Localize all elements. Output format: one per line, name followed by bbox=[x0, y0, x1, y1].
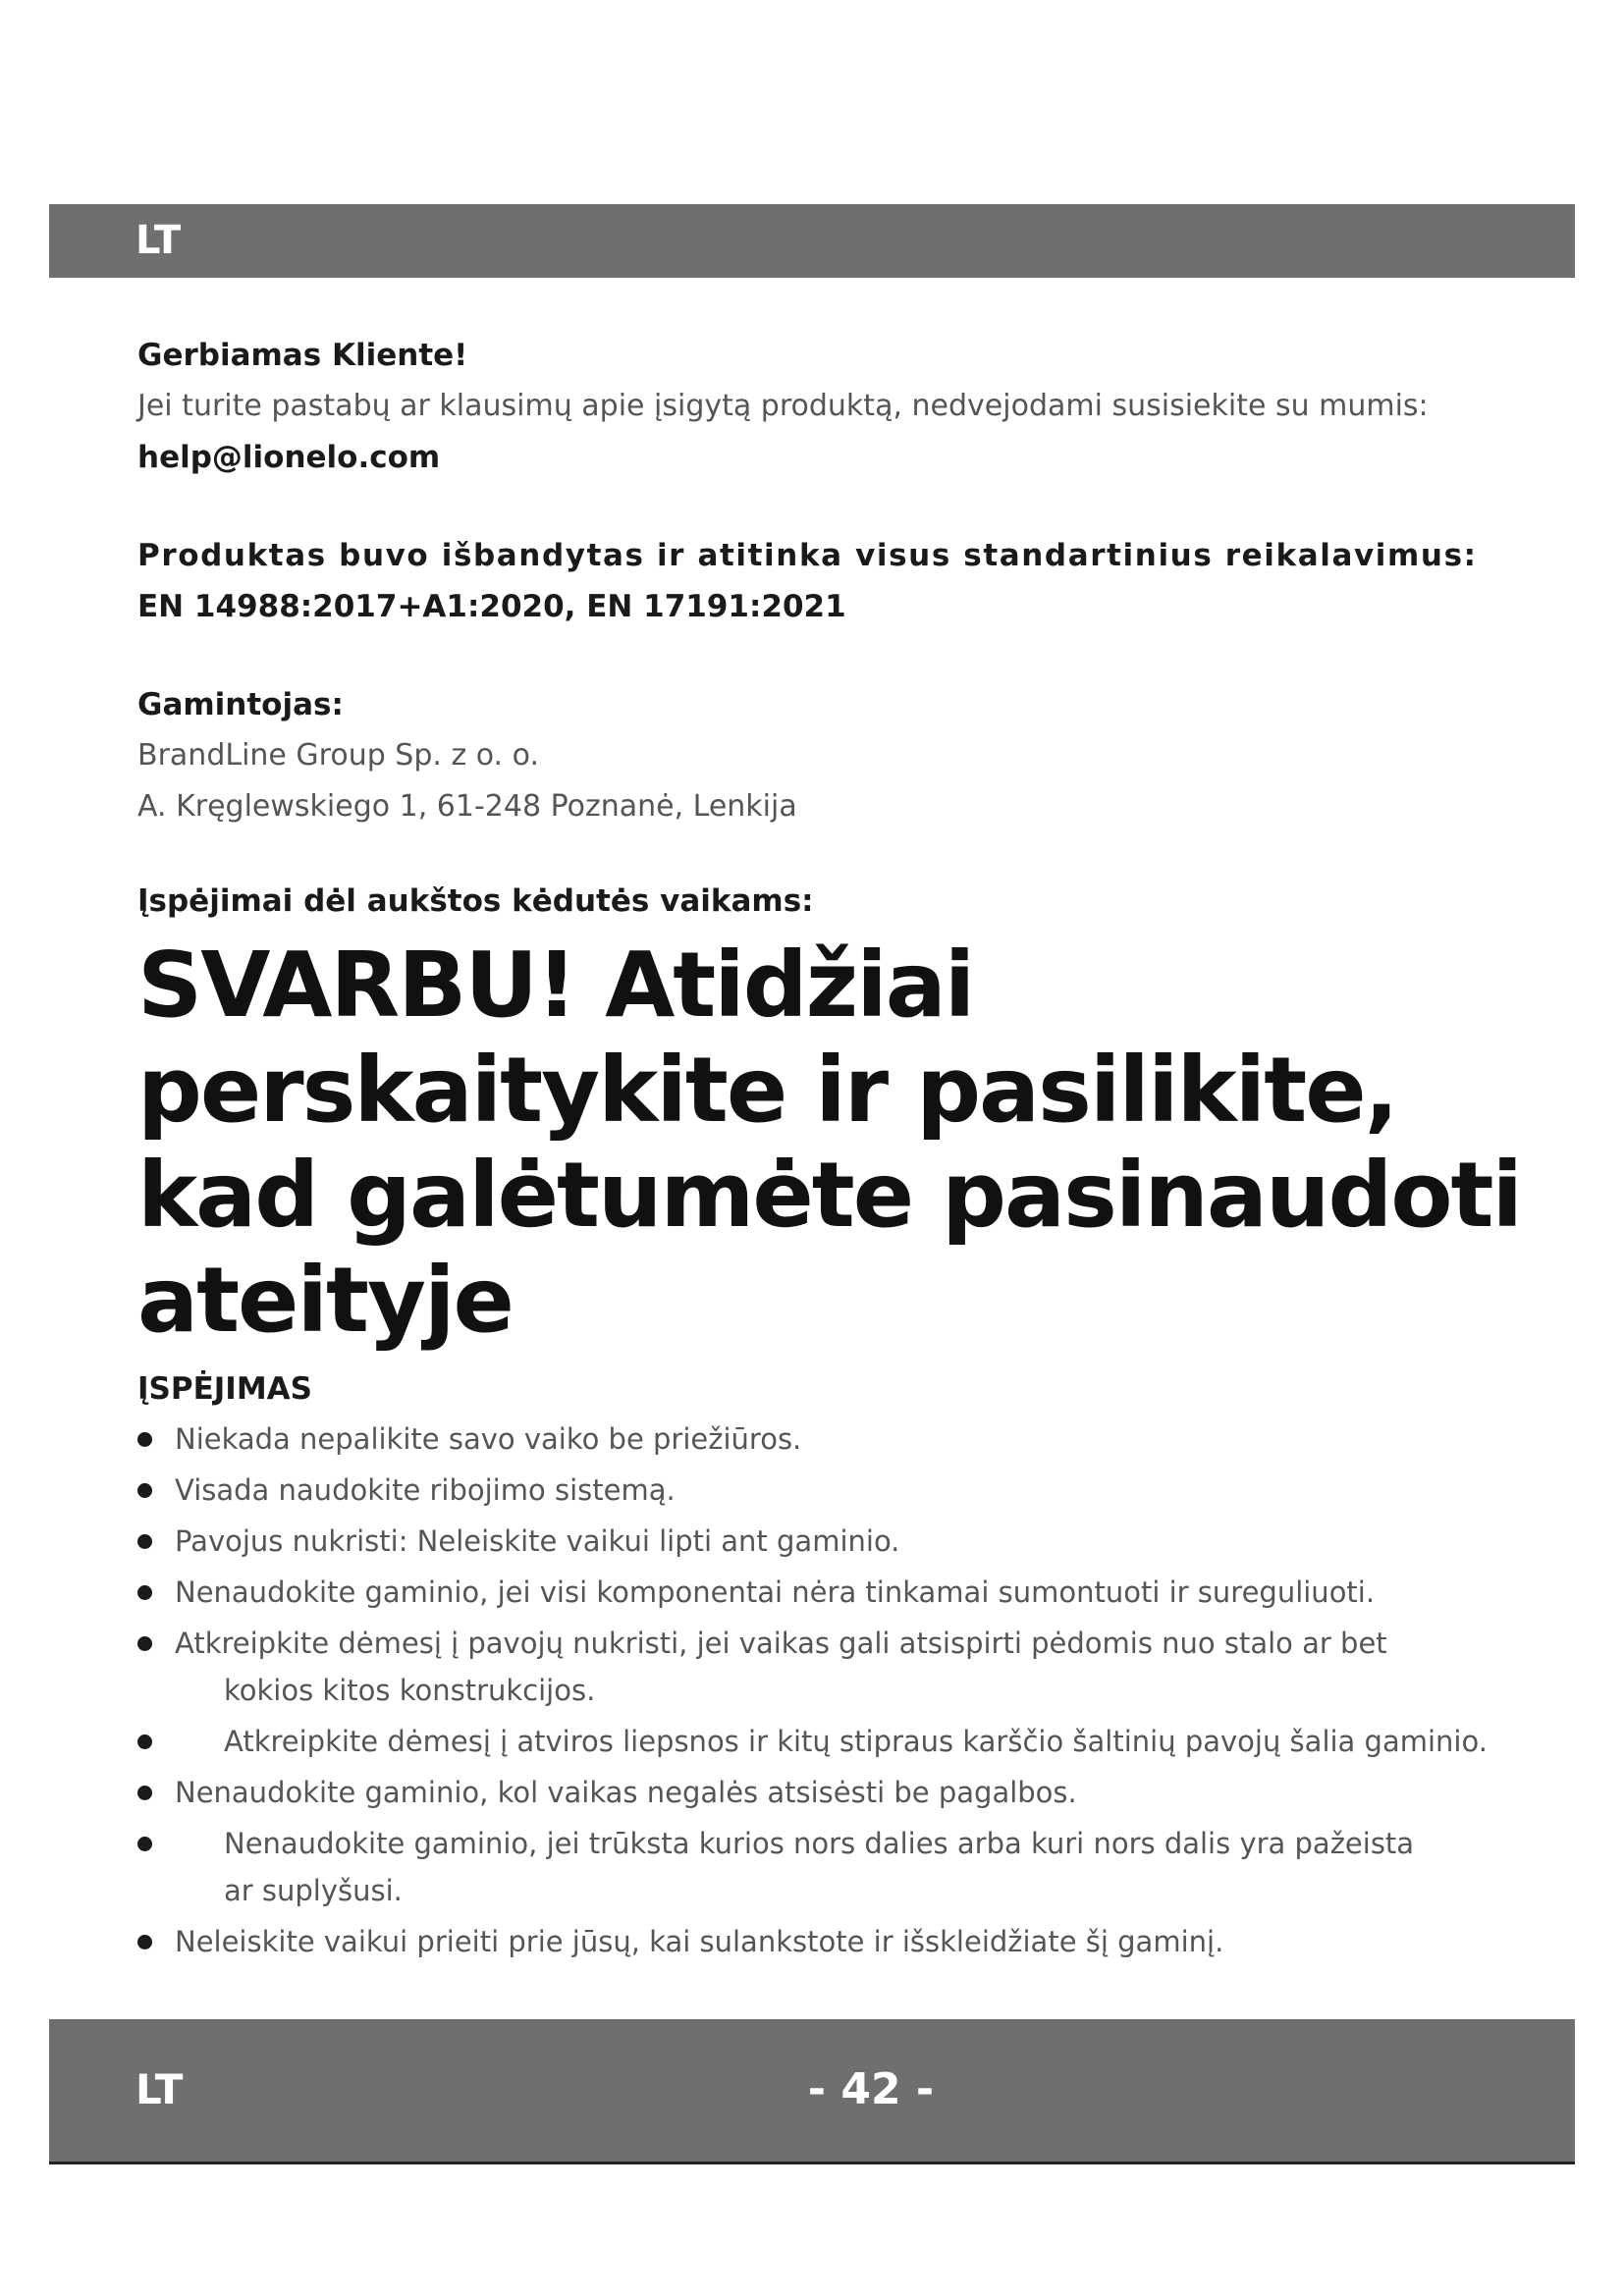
footer-language-code: LT bbox=[135, 2065, 184, 2113]
list-item: Atkreipkite dėmesį į pavojų nukristi, jei vaikas gali atsispirti pėdomis nuo stalo ar bet kokios kitos konstrukcijos. bbox=[137, 1620, 1512, 1714]
manufacturer-address: A. Kręglewskiego 1, 61-248 Poznanė, Lenkija bbox=[137, 789, 797, 824]
list-item: Neleiskite vaikui prieiti prie jūsų, kai sulankstote ir išskleidžiate šį gaminį. bbox=[137, 1918, 1512, 1965]
list-item: Atkreipkite dėmesį į atviros liepsnos ir kitų stipraus karščio šaltinių pavojų šalia gaminio. bbox=[137, 1718, 1512, 1765]
headline-line-3: kad galėtumėte pasinaudoti bbox=[137, 1143, 1522, 1248]
list-item: Pavojus nukristi: Neleiskite vaikui lipti ant gaminio. bbox=[137, 1518, 1512, 1565]
headline-line-2: perskaitykite ir pasilikite, bbox=[137, 1038, 1397, 1143]
headline-line-1: SVARBU! Atidžiai bbox=[137, 933, 974, 1038]
warning-label: ĮSPĖJIMAS bbox=[137, 1371, 312, 1407]
important-headline bbox=[137, 933, 1522, 1353]
warnings-section-title: Įspėjimai dėl aukštos kėdutės vaikams: bbox=[137, 883, 814, 919]
bullet-icon bbox=[137, 1483, 152, 1498]
bullet-icon bbox=[137, 1935, 152, 1949]
manufacturer-title: Gamintojas: bbox=[137, 687, 344, 722]
support-email: help@lionelo.com bbox=[137, 440, 441, 475]
greeting-section bbox=[137, 330, 1512, 483]
list-item: Visada naudokite ribojimo sistemą. bbox=[137, 1467, 1512, 1514]
bullet-icon bbox=[137, 1837, 152, 1851]
bullet-icon bbox=[137, 1585, 152, 1600]
list-item: Nenaudokite gaminio, jei trūksta kurios nors dalies arba kuri nors dalis yra pažeista ar suplyšusi. bbox=[137, 1820, 1512, 1914]
warning-list bbox=[137, 1415, 1512, 1965]
greeting-text: Jei turite pastabų ar klausimų apie įsigytą produktą, nedvejodami susisiekite su mumis: bbox=[137, 389, 1429, 423]
headline-line-4: ateityje bbox=[137, 1248, 513, 1353]
bullet-icon bbox=[137, 1735, 152, 1749]
standards-list: EN 14988:2017+A1:2020, EN 17191:2021 bbox=[137, 589, 846, 624]
manufacturer-name: BrandLine Group Sp. z o. o. bbox=[137, 738, 539, 773]
manufacturer-section bbox=[137, 679, 1512, 832]
standards-section bbox=[137, 530, 1512, 632]
bullet-icon bbox=[137, 1534, 152, 1549]
header-band bbox=[49, 204, 1575, 278]
list-item: Niekada nepalikite savo vaiko be priežiūros. bbox=[137, 1415, 1512, 1463]
page-number: - 42 - bbox=[807, 2064, 935, 2114]
list-item: Nenaudokite gaminio, jei visi komponentai nėra tinkamai sumontuoti ir sureguliuoti. bbox=[137, 1569, 1512, 1616]
bullet-icon bbox=[137, 1636, 152, 1651]
list-item: Nenaudokite gaminio, kol vaikas negalės atsisėsti be pagalbos. bbox=[137, 1769, 1512, 1816]
header-language-code: LT bbox=[135, 218, 182, 263]
standards-statement: Produktas buvo išbandytas ir atitinka visus standartinius reikalavimus: bbox=[137, 538, 1478, 573]
page-content bbox=[137, 330, 1522, 1969]
footer-band bbox=[49, 2019, 1575, 2164]
bullet-icon bbox=[137, 1786, 152, 1800]
greeting-title: Gerbiamas Kliente! bbox=[137, 338, 468, 373]
bullet-icon bbox=[137, 1432, 152, 1447]
